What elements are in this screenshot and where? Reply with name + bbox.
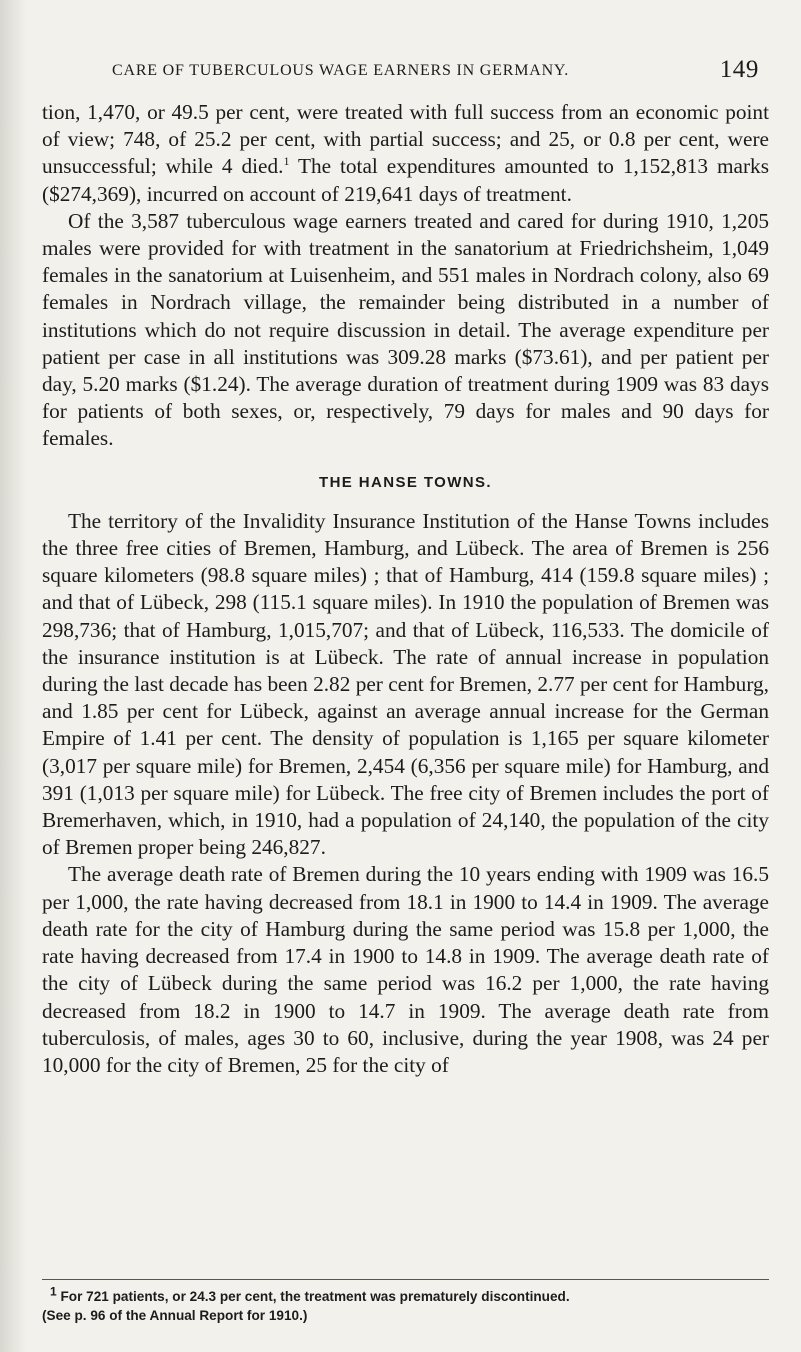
footnote-reference: 1 [283, 154, 290, 169]
paragraph-1-text: tion, 1,470, or 49.5 per cent, were treated with full success from an economic point of view; 748, of 25.2 per cent, with partial success; and 25, or 0.8 per cent, were unsuccessful; while 4 died. [42, 100, 769, 179]
paragraph-1-tail: The total expenditures amounted to 1,152,813 marks ($274,369), incurred on account of 219,641 days of treatment. [42, 154, 769, 206]
footnote-marker: 1 [50, 1284, 57, 1299]
footnote-line-1 [42, 1284, 769, 1306]
running-title: CARE OF TUBERCULOUS WAGE EARNERS IN GERMANY. [112, 62, 570, 79]
paragraph-2: Of the 3,587 tuberculous wage earners treated and cared for during 1910, 1,205 males were provided for with treatment in the sanatorium at Friedrichsheim, 1,049 females in the sanatorium at Luisenheim, and 551 males in Nordrach colony, also 69 females in Nordrach village, the remainder being distributed in a number of institutions which do not require discussion in detail. The average expenditure per patient per case in all institutions was 309.28 marks ($73.61), and per patient per day, 5.20 marks ($1.24). The average duration of treatment during 1909 was 83 days for patients of both sexes, or, respectively, 79 days for males and 90 days for females. [42, 208, 769, 451]
footnote-text: For 721 patients, or 24.3 per cent, the treatment was prematurely discontinued. [56, 1289, 570, 1304]
body-text [42, 99, 769, 1079]
paragraph-1 [42, 99, 769, 208]
page-number: 149 [719, 56, 759, 83]
footnote [42, 1284, 769, 1325]
page-edge-shadow [0, 0, 26, 1352]
section-heading: THE HANSE TOWNS. [319, 473, 492, 491]
paragraph-4: The average death rate of Bremen during the 10 years ending with 1909 was 16.5 per 1,000, the rate having decreased from 18.1 in 1900 to 14.4 in 1909. The average death rate for the city of Hamburg during the same period was 15.8 per 1,000, the rate having decreased from 17.4 in 1900 to 14.8 in 1909. The average death rate of the city of Lübeck during the same period was 16.2 per 1,000, the rate having decreased from 18.2 in 1900 to 14.7 in 1909. The average death rate from tuberculosis, of males, ages 30 to 60, inclusive, during the year 1908, was 24 per 10,000 for the city of Bremen, 25 for the city of [42, 862, 769, 1077]
footnote-line-2: (See p. 96 of the Annual Report for 1910.) [42, 1308, 308, 1323]
paragraph-3: The territory of the Invalidity Insurance Institution of the Hanse Towns includes the three free cities of Bremen, Hamburg, and Lübeck. The area of Bremen is 256 square kilometers (98.8 square miles) ; that of Hamburg, 414 (159.8 square miles) ; and that of Lübeck, 298 (115.1 square miles). In 1910 the population of Bremen was 298,736; that of Hamburg, 1,015,707; and that of Lübeck, 116,533. The domicile of the insurance institution is at Lübeck. The rate of annual increase in population during the last decade has been 2.82 per cent for Bremen, 2.77 per cent for Hamburg, and 1.85 per cent for Lübeck, against an average annual increase for the German Empire of 1.41 per cent. The density of population is 1,165 per square kilometer (3,017 per square mile) for Bremen, 2,454 (6,356 per square mile) for Hamburg, and 391 (1,013 per square mile) for Lübeck. The free city of Bremen includes the port of Bremerhaven, which, in 1910, had a population of 24,140, the population of the city of Bremen proper being 246,827. [42, 508, 769, 860]
footnote-divider [42, 1279, 769, 1280]
